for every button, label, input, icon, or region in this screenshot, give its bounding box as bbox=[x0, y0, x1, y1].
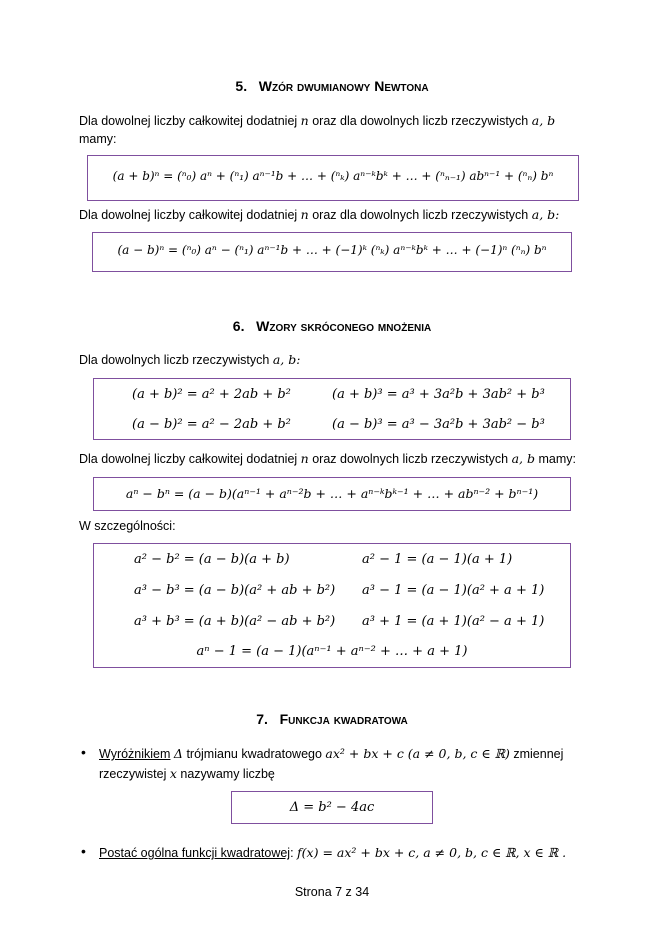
s6-intro-1-text: Dla dowolnych liczb rzeczywistych bbox=[79, 353, 270, 367]
s7-b1-text-d: nazywamy liczbę bbox=[180, 767, 275, 781]
s6-intro-3: W szczególności: bbox=[79, 519, 176, 533]
var-ab: a, b: bbox=[272, 352, 301, 367]
s6-formula-sum-cubes: a³ + b³ = (a + b)(a² − ab + b²) bbox=[134, 614, 336, 629]
s7-b1-text-b: zmiennej bbox=[513, 747, 564, 761]
s6-formula-2-box bbox=[93, 477, 571, 511]
var-n: n bbox=[300, 451, 309, 466]
s5-intro-2 bbox=[79, 206, 559, 224]
page-footer: Strona 7 z 34 bbox=[294, 885, 370, 899]
s5-intro-2b: oraz dla dowolnych liczb rzeczywistych bbox=[312, 208, 529, 222]
var-ab: a, b bbox=[511, 451, 535, 466]
s6-intro-2 bbox=[79, 450, 576, 468]
s5-formula-2-box bbox=[92, 232, 572, 272]
var-ab: a, b: bbox=[531, 207, 560, 222]
s6-formulas-3-box bbox=[93, 543, 571, 668]
s6-formula-cube-minus-1: a³ − 1 = (a − 1)(a² + a + 1) bbox=[362, 583, 545, 598]
s7-bullet-1-line2 bbox=[99, 765, 275, 783]
s6-formula-diff-cubes: a³ − b³ = (a − b)(a² + ab + b²) bbox=[134, 583, 336, 598]
s7-term-general-form: Postać ogólna funkcji kwadratowej bbox=[99, 846, 291, 860]
bullet-1: • bbox=[81, 744, 86, 760]
s7-delta-symbol: Δ bbox=[173, 746, 183, 761]
section-7-number: 7. bbox=[256, 711, 268, 727]
s5-formula-2: (a − b)ⁿ = (ⁿ₀) aⁿ − (ⁿ₁) aⁿ⁻¹b + … + (−1)ᵏ (ⁿₖ) aⁿ⁻ᵏbᵏ + … + (−1)ⁿ (ⁿₙ) bⁿ bbox=[117, 243, 547, 257]
section-5-number: 5. bbox=[235, 78, 248, 94]
s6-intro-2c: mamy: bbox=[538, 452, 576, 466]
s6-formula-2: aⁿ − bⁿ = (a − b)(aⁿ⁻¹ + aⁿ⁻²b + … + aⁿ⁻ᵏbᵏ⁻¹ + … + abⁿ⁻² + bⁿ⁻¹) bbox=[125, 486, 539, 501]
s6-formula-cube-plus-1: a³ + 1 = (a + 1)(a² − a + 1) bbox=[362, 614, 545, 629]
var-ab: a, b bbox=[531, 113, 556, 128]
s7-b1-text-a: trójmianu kwadratowego bbox=[186, 747, 322, 761]
s6-formula-diff-squares: a² − b² = (a − b)(a + b) bbox=[134, 552, 290, 567]
s6-formulas-1-box bbox=[93, 378, 571, 440]
s6-formula-sq-minus: (a − b)² = a² − 2ab + b² bbox=[132, 417, 291, 432]
s5-intro-1b: oraz dla dowolnych liczb rzeczywistych bbox=[312, 114, 529, 128]
var-n: n bbox=[300, 113, 309, 128]
section-7-title: Funkcja kwadratowa bbox=[279, 711, 408, 727]
section-5-heading bbox=[0, 78, 664, 94]
s7-b2-math: f(x) = ax² + bx + c, a ≠ 0, b, c ∈ ℝ, x ∈ ℝ . bbox=[297, 845, 567, 860]
s5-intro-1-line1 bbox=[79, 112, 555, 130]
s7-bullet-2 bbox=[99, 844, 566, 862]
s5-intro-1a: Dla dowolnej liczby całkowitej dodatniej bbox=[79, 114, 298, 128]
s7-term-discriminant: Wyróżnikiem bbox=[99, 747, 171, 761]
s6-intro-2a: Dla dowolnej liczby całkowitej dodatniej bbox=[79, 452, 298, 466]
s6-formula-cube-minus: (a − b)³ = a³ − 3a²b + 3ab² − b³ bbox=[332, 417, 545, 432]
section-6-number: 6. bbox=[232, 318, 245, 334]
s6-formula-sq-minus-1: a² − 1 = (a − 1)(a + 1) bbox=[362, 552, 513, 567]
var-x: x bbox=[169, 766, 177, 781]
section-5-title: Wzór dwumianowy Newtona bbox=[258, 78, 429, 94]
s7-b1-math-a: ax² + bx + c (a ≠ 0, b, c ∈ ℝ) bbox=[325, 746, 510, 761]
s6-formula-sq-plus: (a + b)² = a² + 2ab + b² bbox=[132, 387, 291, 402]
section-6-heading bbox=[0, 318, 664, 334]
s7-bullet-1-line1 bbox=[99, 745, 589, 763]
s5-intro-1c: mamy: bbox=[79, 132, 117, 146]
s6-formula-cube-plus: (a + b)³ = a³ + 3a²b + 3ab² + b³ bbox=[332, 387, 545, 402]
section-6-title: Wzory skróconego mnożenia bbox=[256, 318, 432, 334]
s6-formula-power-minus-1: aⁿ − 1 = (a − 1)(aⁿ⁻¹ + aⁿ⁻² + … + a + 1) bbox=[196, 644, 468, 659]
s7-delta-formula-box bbox=[231, 791, 433, 824]
s5-intro-2a: Dla dowolnej liczby całkowitej dodatniej bbox=[79, 208, 298, 222]
section-7-heading bbox=[0, 711, 664, 727]
s7-b1-text-c: rzeczywistej bbox=[99, 767, 167, 781]
s6-intro-1 bbox=[79, 351, 300, 369]
s7-b2-colon: : bbox=[290, 846, 294, 860]
var-n: n bbox=[300, 207, 309, 222]
s5-formula-1: (a + b)ⁿ = (ⁿ₀) aⁿ + (ⁿ₁) aⁿ⁻¹b + … + (ⁿₖ) aⁿ⁻ᵏbᵏ + … + (ⁿₙ₋₁) abⁿ⁻¹ + (ⁿₙ) bⁿ bbox=[112, 169, 554, 183]
bullet-2: • bbox=[81, 843, 86, 859]
s6-intro-2b: oraz dowolnych liczb rzeczywistych bbox=[312, 452, 509, 466]
s5-formula-1-box bbox=[87, 155, 579, 201]
s7-delta-formula: Δ = b² − 4ac bbox=[289, 800, 375, 815]
